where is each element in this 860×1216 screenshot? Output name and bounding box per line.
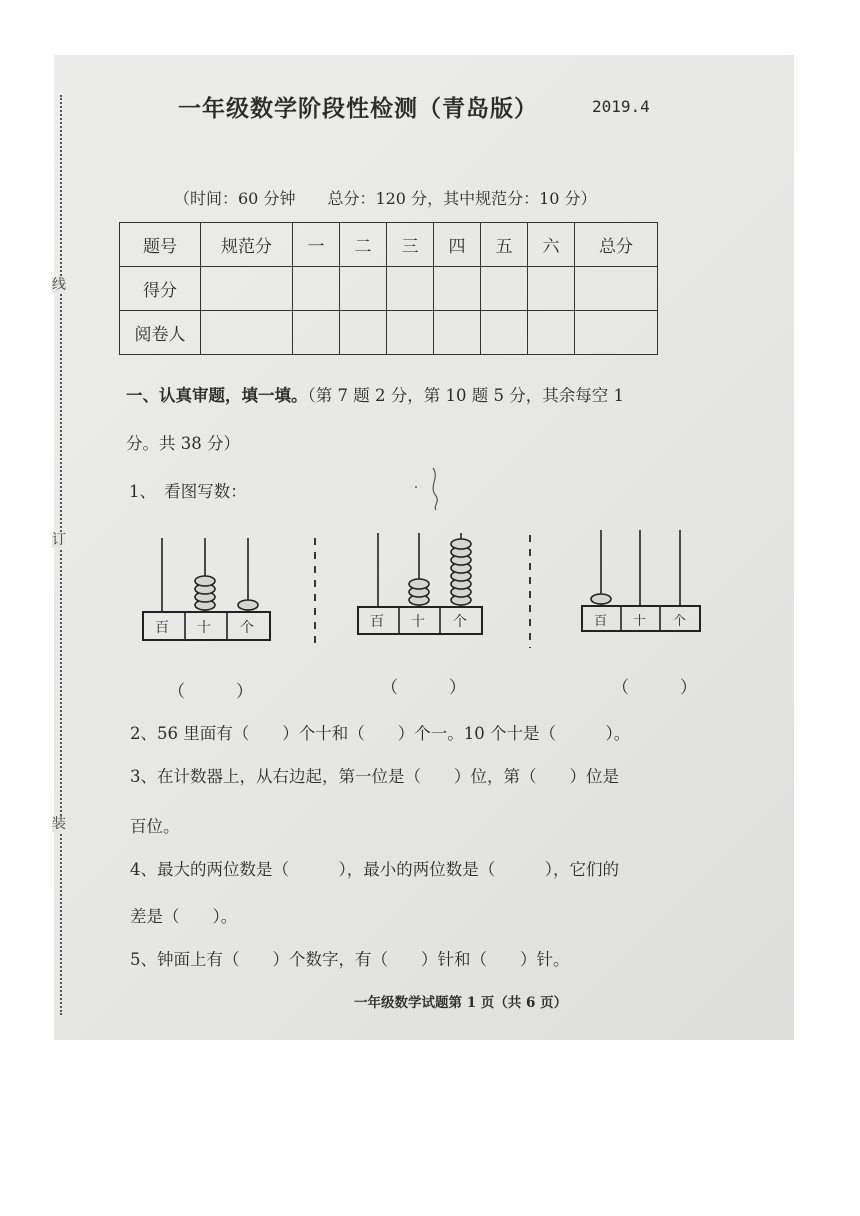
section1-heading: 一、认真审题，填一填。	[126, 386, 308, 405]
section1-note: （第 7 题 2 分，第 10 题 5 分，其余每空 1	[307, 386, 624, 405]
score-row-label: 得分	[120, 267, 201, 311]
abacus-3-label-ones: 个	[673, 614, 687, 629]
stray-dot	[415, 486, 417, 488]
exam-date: 2019.4	[592, 97, 650, 116]
question-4-cont: 差是（ ）。	[130, 907, 238, 926]
binding-label-line: 线	[52, 277, 66, 293]
question-5: 5、钟面上有（ ）个数字，有（ ）针和（ ）针。	[130, 950, 570, 969]
bead	[451, 539, 471, 549]
stray-pen-mark	[433, 468, 437, 510]
exam-title: 一年级数学阶段性检测（青岛版）	[178, 95, 538, 122]
abacus-1-label-hundreds: 百	[155, 620, 169, 636]
header-cell-4: 四	[434, 223, 481, 267]
header-cell-1: 一	[293, 223, 340, 267]
header-cell-2: 二	[340, 223, 387, 267]
header-cell-total: 总分	[575, 223, 658, 267]
abacus-1-label-ones: 个	[240, 620, 254, 636]
header-cell-5: 五	[481, 223, 528, 267]
binding-label-staple: 订	[52, 532, 66, 548]
page-footer: 一年级数学试题第 1 页（共 6 页）	[354, 995, 568, 1011]
bead	[409, 579, 429, 589]
section1-note-cont: 分。共 38 分）	[126, 434, 240, 453]
question-1: 1、 看图写数：	[129, 482, 247, 501]
question-4: 4、最大的两位数是（ ），最小的两位数是（ ），它们的	[130, 860, 619, 879]
question-2: 2、56 里面有（ ）个十和（ ）个一。10 个十是（ ）。	[130, 724, 631, 743]
header-cell-6: 六	[528, 223, 575, 267]
answer-blank-1[interactable]: （ ）	[168, 682, 253, 702]
exam-subtitle: （时间：60 分钟 总分：120 分，其中规范分：10 分）	[174, 189, 597, 208]
binding-label-bind: 装	[52, 816, 66, 832]
abacus-1-label-tens: 十	[197, 620, 211, 636]
bead	[238, 600, 258, 610]
abacus-2-label-tens: 十	[411, 614, 425, 630]
header-cell-3: 三	[387, 223, 434, 267]
header-cell-question-no: 题号	[120, 223, 201, 267]
bead	[195, 576, 215, 586]
abacus-2-label-ones: 个	[453, 614, 467, 630]
bead	[591, 594, 611, 604]
question-3: 3、在计数器上，从右边起，第一位是（ ）位，第（ ）位是	[130, 767, 619, 786]
grader-row-label: 阅卷人	[120, 311, 201, 355]
answer-blank-2[interactable]: （ ）	[381, 678, 466, 698]
abacus-2-label-hundreds: 百	[370, 614, 384, 630]
abacus-3-beads	[591, 594, 611, 604]
answer-blank-3[interactable]: （ ）	[612, 678, 697, 698]
question-3-cont: 百位。	[130, 817, 180, 836]
abacus-3-label-hundreds: 百	[594, 614, 608, 629]
abacus-3-label-tens: 十	[633, 614, 647, 629]
header-cell-norm-score: 规范分	[201, 223, 293, 267]
